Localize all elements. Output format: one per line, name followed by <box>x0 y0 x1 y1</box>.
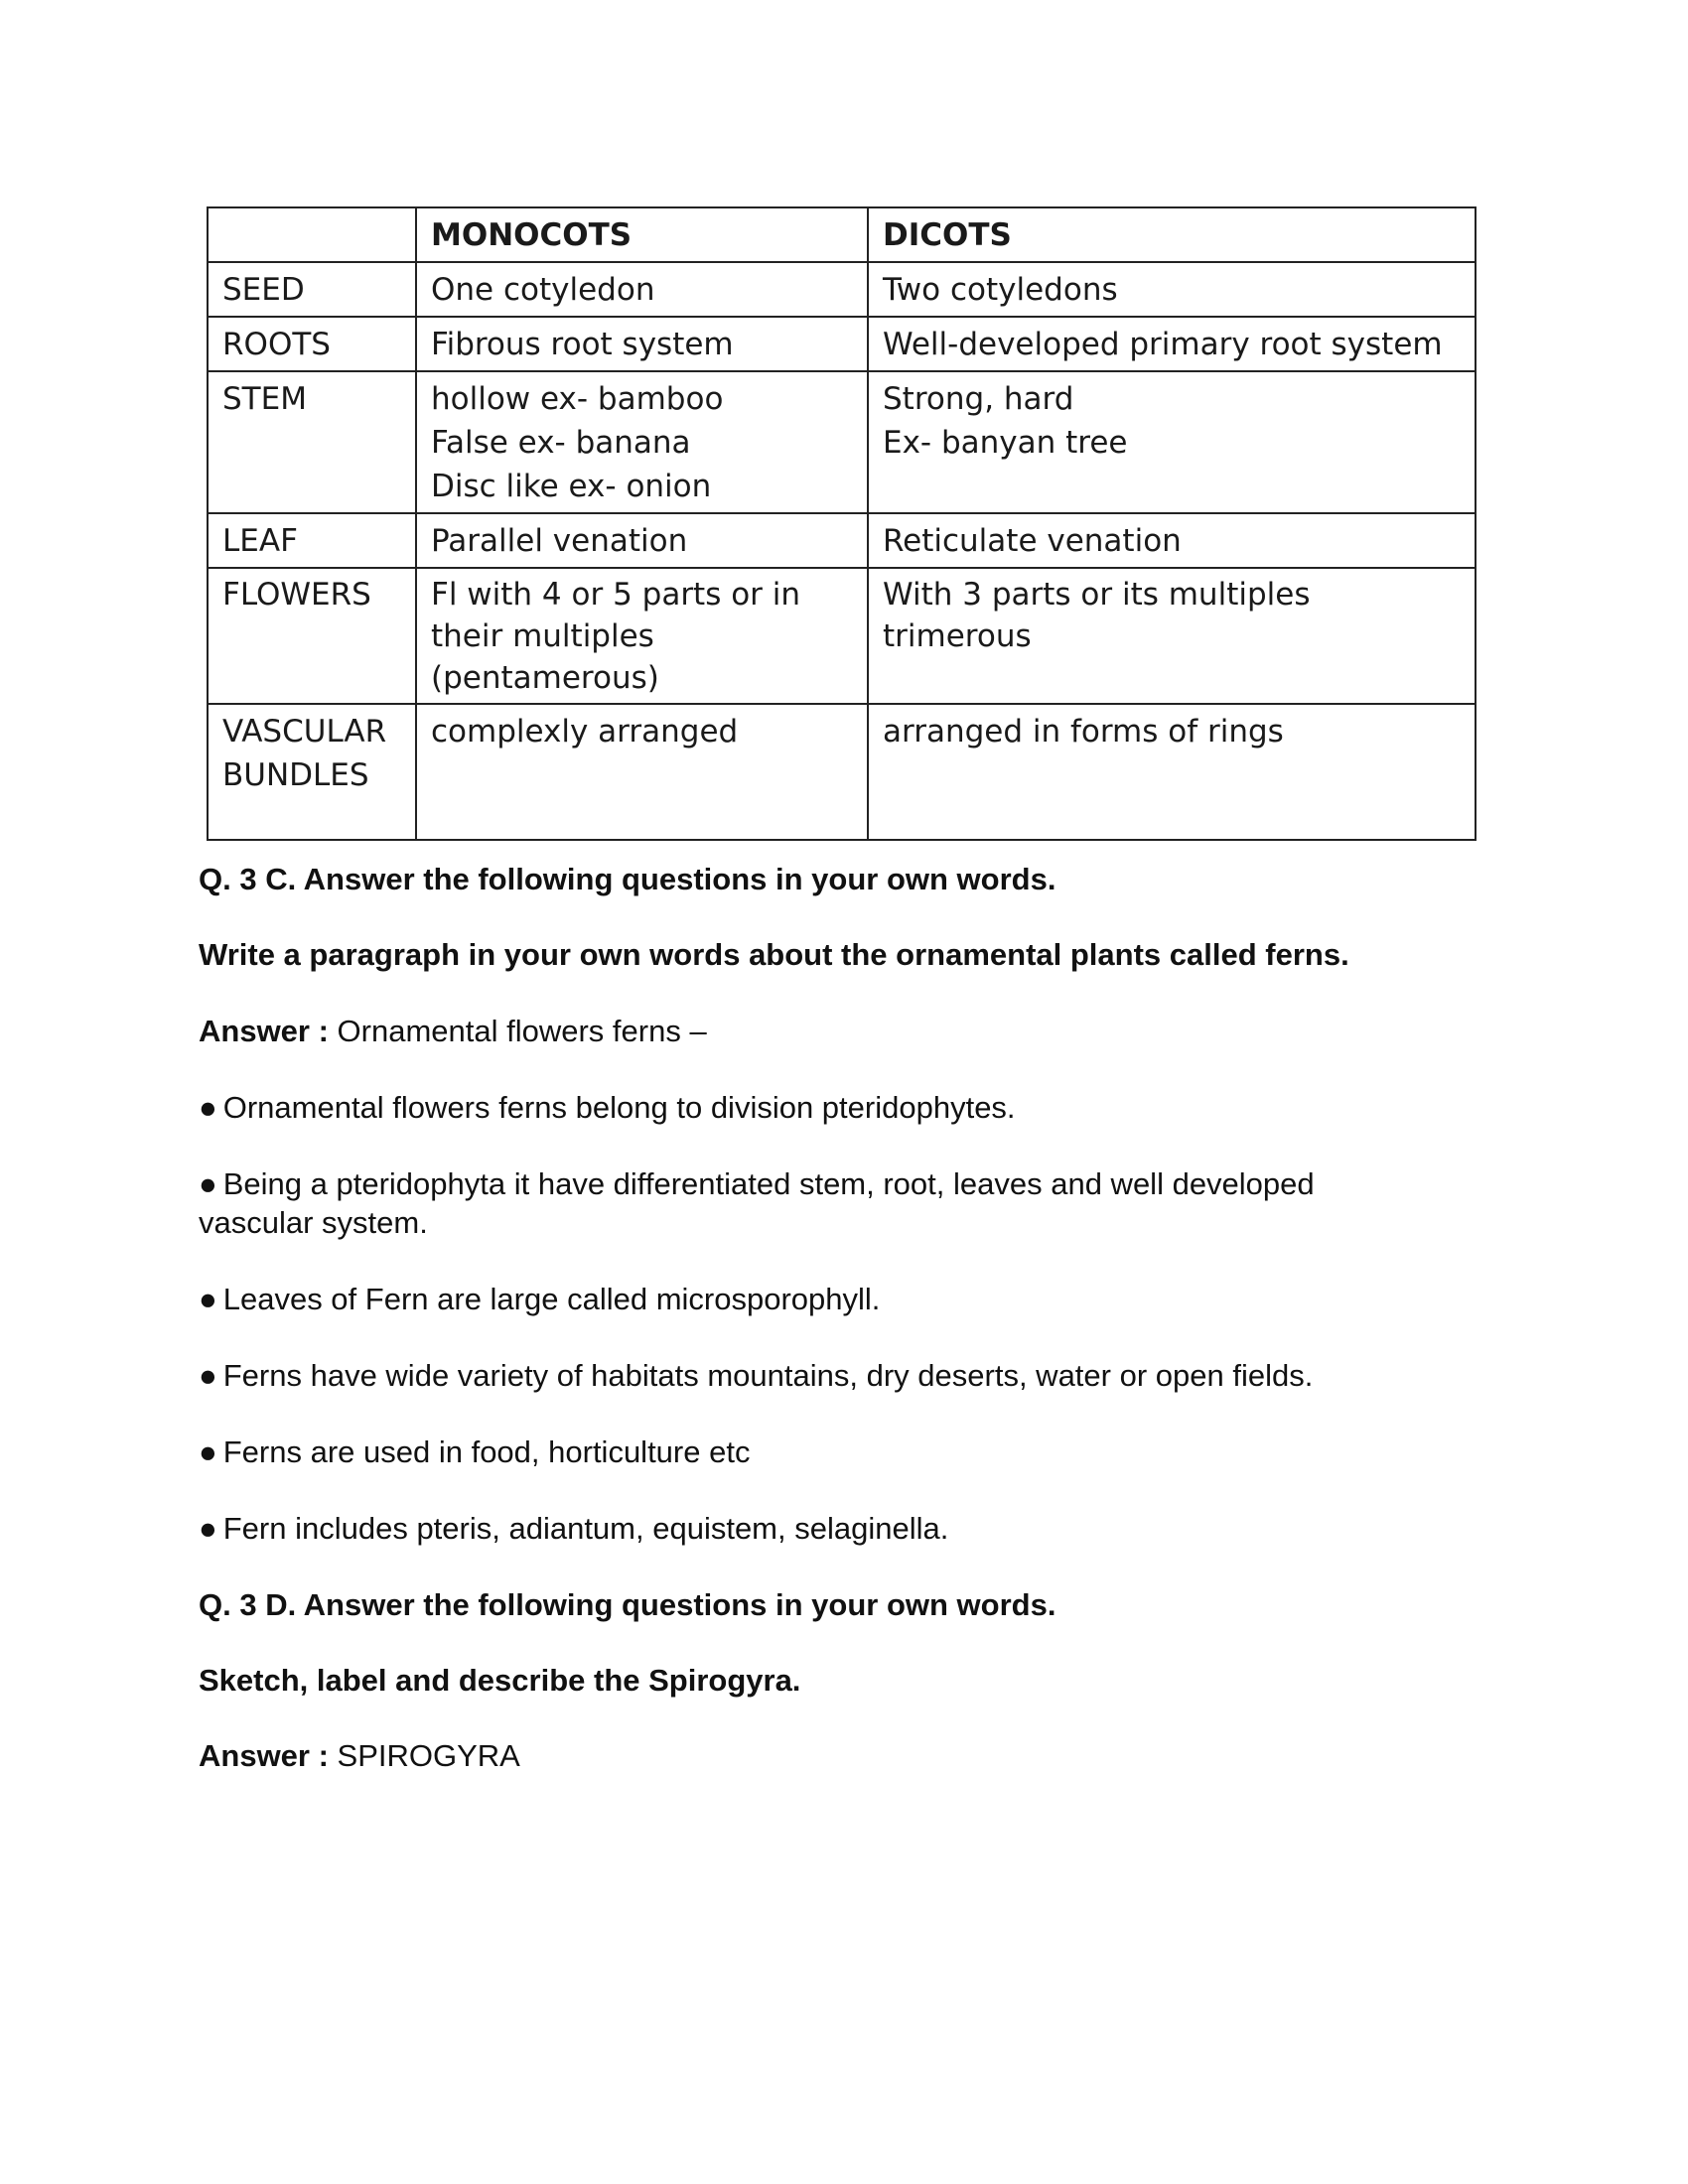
table-row <box>208 317 1476 371</box>
bullet-text-continuation: vascular system. <box>199 1205 428 1240</box>
table-row <box>208 704 1476 840</box>
bullet-item <box>199 1433 1489 1471</box>
cell-line: Parallel venation <box>431 523 688 559</box>
bullet-item <box>199 1280 1489 1318</box>
bullet-item <box>199 1509 1489 1548</box>
q3d-answer <box>199 1736 1489 1775</box>
answer-text: SPIROGYRA <box>328 1738 520 1773</box>
row-feature <box>208 704 416 840</box>
bullet-icon: ● <box>199 1282 217 1316</box>
row-feature: SEED <box>208 262 416 317</box>
cell-line: With 3 parts or its multiples trimerous <box>883 577 1311 654</box>
bullet-icon: ● <box>199 1511 217 1546</box>
monocot-cell <box>416 568 868 704</box>
monocot-cell <box>416 704 868 840</box>
bullet-text: Being a pteridophyta it have differentiated stem, root, leaves and well developed <box>222 1166 1315 1201</box>
cell-line: their multiples <box>431 618 654 654</box>
q3d-heading: Q. 3 D. Answer the following questions in your own words. <box>199 1587 1056 1622</box>
bullet-text: Ferns have wide variety of habitats mountains, dry deserts, water or open fields. <box>222 1358 1314 1393</box>
bullet-icon: ● <box>199 1166 217 1201</box>
dicot-cell <box>868 568 1476 704</box>
dicot-cell <box>868 371 1476 513</box>
cell-line: Strong, hard <box>883 381 1074 417</box>
cell-line: complexly arranged <box>431 714 739 750</box>
bullet-item <box>199 1088 1489 1127</box>
monocot-dicot-table <box>207 206 1477 841</box>
monocot-cell <box>416 513 868 568</box>
table-header-empty <box>208 207 416 262</box>
q3d-question: Sketch, label and describe the Spirogyra. <box>199 1663 801 1698</box>
monocot-cell <box>416 317 868 371</box>
cell-line: Fibrous root system <box>431 327 734 362</box>
cell-line: Well-developed primary root system <box>883 327 1443 362</box>
bullet-item <box>199 1356 1489 1395</box>
dicot-cell <box>868 262 1476 317</box>
table-header-monocots: MONOCOTS <box>416 207 868 262</box>
table-row <box>208 568 1476 704</box>
monocot-cell <box>416 371 868 513</box>
bullet-icon: ● <box>199 1434 217 1469</box>
bullet-item <box>199 1164 1489 1242</box>
cell-line: Disc like ex- onion <box>431 469 712 504</box>
cell-line: One cotyledon <box>431 272 655 308</box>
cell-line: (pentamerous) <box>431 660 659 696</box>
table-row <box>208 513 1476 568</box>
table-row <box>208 262 1476 317</box>
dicot-cell <box>868 317 1476 371</box>
monocot-cell <box>416 262 868 317</box>
cell-line: Fl with 4 or 5 parts or in <box>431 577 801 613</box>
answer-label: Answer : <box>199 1014 329 1048</box>
cell-line: Reticulate venation <box>883 523 1182 559</box>
answer-text: Ornamental flowers ferns – <box>328 1014 707 1048</box>
q3c-question: Write a paragraph in your own words about the ornamental plants called ferns. <box>199 937 1349 972</box>
bullet-text: Leaves of Fern are large called microsporophyll. <box>222 1282 881 1316</box>
q3c-answer <box>199 1012 1489 1050</box>
cell-line: arranged in forms of rings <box>883 714 1284 750</box>
row-feature: STEM <box>208 371 416 513</box>
table-header-dicots: DICOTS <box>868 207 1476 262</box>
row-feature: LEAF <box>208 513 416 568</box>
row-feature: FLOWERS <box>208 568 416 704</box>
dicot-cell <box>868 513 1476 568</box>
cell-line: Two cotyledons <box>883 272 1118 308</box>
cell-line: hollow ex- bamboo <box>431 381 724 417</box>
bullet-text: Ornamental flowers ferns belong to division pteridophytes. <box>222 1090 1016 1125</box>
table-row <box>208 371 1476 513</box>
bullet-icon: ● <box>199 1090 217 1125</box>
q3c-heading: Q. 3 C. Answer the following questions in your own words. <box>199 862 1056 896</box>
cell-line: False ex- banana <box>431 425 691 461</box>
table-header-row <box>208 207 1476 262</box>
feature-line: VASCULAR <box>222 714 387 750</box>
dicot-cell <box>868 704 1476 840</box>
row-feature: ROOTS <box>208 317 416 371</box>
feature-line: BUNDLES <box>222 757 369 793</box>
bullet-icon: ● <box>199 1358 217 1393</box>
answer-label: Answer : <box>199 1738 329 1773</box>
bullet-text: Ferns are used in food, horticulture etc <box>222 1434 751 1469</box>
cell-line: Ex- banyan tree <box>883 425 1128 461</box>
bullet-text: Fern includes pteris, adiantum, equistem, selaginella. <box>222 1511 949 1546</box>
